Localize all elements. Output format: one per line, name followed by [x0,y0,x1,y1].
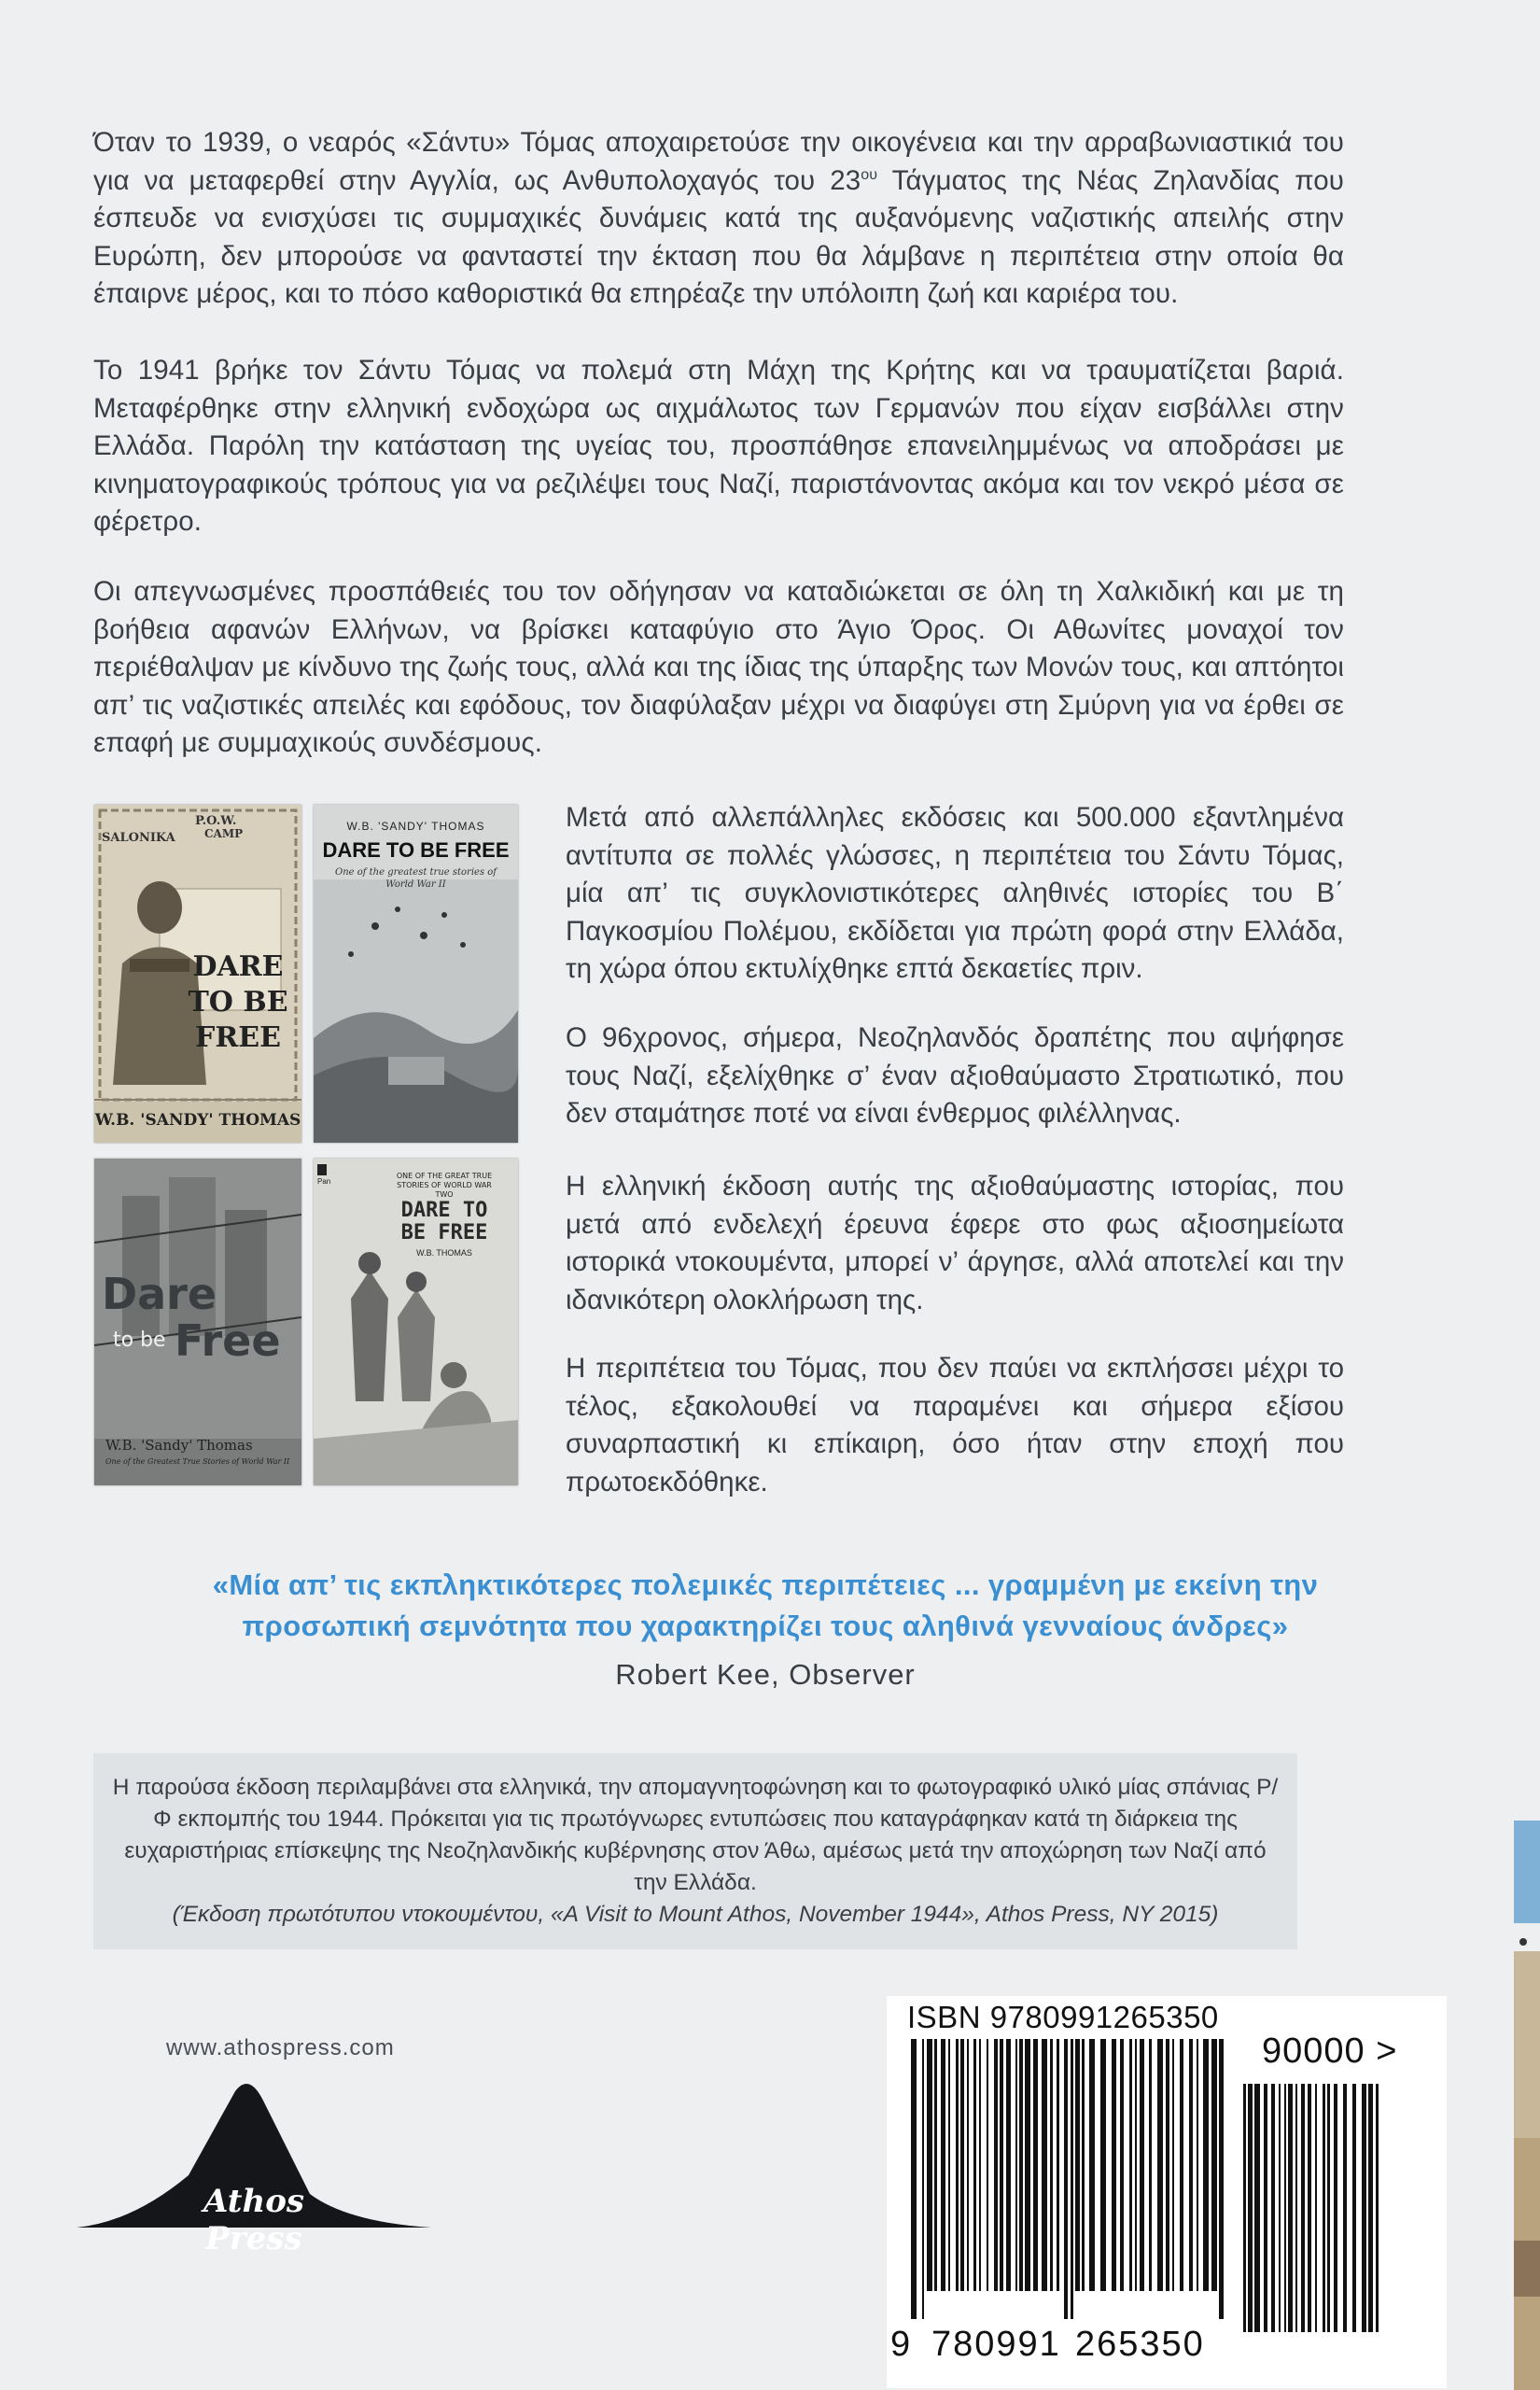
intro-paragraph-1: Όταν το 1939, ο νεαρός «Σάντυ» Τόμας αποχαιρετούσε την οικογένεια και την αρραβωνιαστικιά του για να μεταφερθεί στην Αγγλία, ως Ανθυπολοχαγός του $23^{o\upsilon}$ Τάγματος της Νέας Ζηλανδίας που έσπευδε να ενισχύσει τις συμμαχικές δυνάμεις κατά της αυξανόμενης ναζιστικής απειλής στην Ευρώπη, δεν μπορούσε να φανταστεί την έκταση που θα λάμβανε η περιπέτεια στην οποία θα έπαιρνε μέρος, και το πόσο καθοριστικά θα επηρέαζε την υπόλοιπη ζωή και καριέρα του. [93,127,1344,309]
barcode-bar [1172,2039,1174,2291]
barcode-bar [1189,2039,1193,2291]
cover-1-stamp-camp: CAMP [204,827,244,840]
cover-3-title-tobe: to be [113,1329,166,1352]
barcode-bar [1166,2039,1169,2291]
barcode-bar [1120,2039,1124,2291]
barcode-bar [1197,2039,1198,2291]
addon-barcode-bar [1254,2084,1260,2332]
addon-barcode-bar [1284,2084,1286,2332]
addon-barcode-bar [1288,2084,1293,2332]
addon-barcode-bar [1323,2084,1325,2332]
barcode-bar [1000,2039,1003,2291]
quote-line-2: προσωπική σεμνότητα που χαρακτηρίζει τους αληθινά γενναίους άνδρες» [242,1610,1289,1642]
cover-pan-edition [314,1159,518,1485]
barcode-bar [967,2039,969,2291]
cover-salonika-edition [94,805,301,1143]
barcode-bar [1135,2039,1137,2291]
barcode-bar [979,2039,981,2291]
cover-1-stamp-pow: P.O.W. [195,814,237,828]
barcode-bar [1180,2039,1183,2291]
addon-barcode-bar [1243,2084,1246,2332]
addon-barcode-bar [1343,2084,1347,2332]
main-barcode-bars [911,2039,1228,2319]
barcode-bar [1100,2039,1106,2291]
addon-barcode-bar [1271,2084,1275,2332]
quote-attribution: Robert Kee, Observer [615,1658,916,1691]
cover-4-title: DARE TO BE FREE [400,1199,488,1244]
athos-press-logo [77,2063,431,2257]
barcode-bar [1006,2039,1011,2291]
addon-barcode-bar [1334,2084,1337,2332]
barcode-bar [1112,2039,1116,2291]
barcode-bar [1075,2039,1080,2291]
barcode-bar [1057,2039,1059,2291]
cover-barbed-wire-edition [94,1159,301,1485]
barcode-digits-left: 780991 [931,2325,1061,2364]
addon-barcode-bar [1248,2084,1253,2332]
barcode-bar [1129,2039,1132,2291]
addon-barcode-bar [1362,2084,1366,2332]
logo-text: Athos Press [203,2183,305,2257]
barcode-bar [1015,2039,1017,2291]
barcode-bar [1140,2039,1144,2291]
addon-barcode-bar [1327,2084,1330,2332]
addon-barcode-bar [1279,2084,1281,2332]
edition-note-source: (Έκδοση πρωτότυπου ντοκουμέντου, «A Visit to Mount Athos, November 1944», Athos Press, NY 2015) [172,1902,1219,1927]
addon-barcode-bars [1243,2084,1383,2336]
barcode-bar [1019,2039,1023,2291]
barcode-bar [1089,2039,1095,2291]
isbn-barcode [887,1996,1447,2388]
addon-barcode-bar [1368,2084,1373,2332]
right-paragraph-1: Μετά από αλλεπάλληλες εκδόσεις και 500.000 εξαντλημένα αντίτυπα σε πολλές γλώσσες, η περιπέτεια του Σάντυ Τόμας, μία απ’ τις συγκλονιστικότερες αληθινές ιστορίες του Β΄ Παγκοσμίου Πολέμου, εκδίδεται για πρώτη φορά στην Ελλάδα, τη χώρα όπου εκτυλίχθηκε επτά δεκαετίες πριν. [566,802,1344,984]
cover-3-title-free: Free [175,1315,281,1366]
right-paragraph-2: Ο 96χρονος, σήμερα, Νεοζηλανδός δραπέτης που αψήφησε τους Ναζί, εξελίχθηκε σ’ έναν αξιοθαύμαστο Στρατιωτικό, που δεν σταμάτησε ποτέ να είναι ένθερμος φιλέλληνας. [566,1022,1344,1129]
barcode-bar [994,2039,998,2291]
cover-4-publisher: Pan [317,1177,331,1186]
edition-note-box [93,1753,1297,1949]
quote-line-1: «Μία απ’ τις εκπληκτικότερες πολεμικές περιπέτειες ... γραμμένη με εκείνη την [212,1568,1319,1601]
cover-1-author: W.B. 'SANDY' THOMAS [94,1111,301,1130]
cover-2-title: DARE TO BE FREE [322,838,510,862]
addon-barcode-bar [1301,2084,1305,2332]
cover-1-title: DARE TO BE FREE [188,950,288,1054]
cover-aerial-edition [314,805,518,1143]
intro-paragraph-3: Οι απεγνωσμένες προσπάθειές του τον οδήγησαν να καταδιώκεται σε όλη τη Χαλκιδική και με τη βοήθεια αφανών Ελλήνων, να βρίσκει καταφύγιο στο Άγιο Όρος. Οι Αθωνίτες μοναχοί τον περιέθαλψαν με κίνδυνο της ζωής τους, αλλά και της ίδιας της ύπαρξης των Μονών τους, και απτόητοι απ’ τις ναζιστικές απειλές και εφόδους, τον διαφύλαξαν μέχρι να διαφύγει στη Σμύρνη για να έρθει σε επαφή με συμμαχικούς συνδέσμους. [93,576,1344,758]
edge-photo-strip [1514,1821,1540,2390]
barcode-bar [941,2039,945,2291]
barcode-bar [1042,2039,1047,2291]
price-code: 90000 > [1262,2032,1398,2071]
cover-4-author: W.B. THOMAS [416,1248,472,1258]
barcode-bar [1203,2039,1209,2291]
addon-barcode-bar [1376,2084,1379,2332]
barcode-bar [1064,2039,1068,2319]
barcode-bar [1033,2039,1038,2291]
barcode-bar [922,2039,924,2319]
barcode-bar [1211,2039,1217,2291]
barcode-bar [1082,2039,1085,2291]
cover-3-author: W.B. 'Sandy' Thomas [105,1437,253,1454]
barcode-digits-right: 265350 [1075,2325,1205,2364]
right-paragraph-4: Η περιπέτεια του Τόμας, που δεν παύει να εκπλήσσει μέχρι το τέλος, εξακολουθεί να παραμένει και σήμερα εξίσου συναρπαστική κι επίκαιρη, όσο ήταν στην εποχή που πρωτοεκδόθηκε. [566,1353,1344,1497]
barcode-bar [1219,2039,1224,2319]
barcode-bar [911,2039,917,2319]
isbn-label: ISBN 9780991265350 [907,2000,1219,2034]
barcode-bar [1157,2039,1163,2291]
intro-paragraph-2: Το 1941 βρήκε τον Σάντυ Τόμας να πολεμά στη Μάχη της Κρήτης και να τραυματίζεται βαριά. Μεταφέρθηκε στην ελληνική ενδοχώρα ως αιχμάλωτος των Γερμανών που είχαν εισβάλλει στην Ελλάδα. Παρόλη την κατάσταση της υγείας του, προσπάθησε επανειλημμένως να αποδράσει με κινηματογραφικούς τρόπους για να ρεζιλέψει τους Ναζί, παριστάνοντας ακόμα και τον νεκρό μέσα σε φέρετρο. [93,355,1344,537]
cover-3-subtitle: One of the Greatest True Stories of World War II [105,1457,290,1466]
addon-barcode-bar [1264,2084,1267,2332]
barcode-bar [1149,2039,1152,2291]
barcode-bar [1050,2039,1053,2291]
cover-3-title-dare: Dare [102,1269,217,1319]
barcode-bar [973,2039,976,2291]
barcode-bar [956,2039,959,2291]
cover-2-author: W.B. 'SANDY' THOMAS [346,820,485,833]
addon-barcode-bar [1308,2084,1311,2332]
review-quote [75,1565,1456,1647]
edition-note-text: Η παρούσα έκδοση περιλαμβάνει στα ελληνικά, την απομαγνητοφώνηση και το φωτογραφικό υλικό μίας σπάνιας Ρ/Φ εκπομπής του 1944. Πρόκειται για τις πρωτόγνωρες εντυπώσεις που καταγράφηκαν κατά τη διάρκεια της ευχαριστήριας επίσκεψης της Νεοζηλανδικής κυβέρνησης στον Άθω, αμέσως μετά την αποχώρηση των Ναζί από την Ελλάδα. [112,1775,1279,1895]
barcode-bar [987,2039,988,2291]
barcode-bar [948,2039,950,2291]
barcode-bar [934,2039,937,2291]
cover-2-subtitle: One of the greatest true stories of World War II [335,867,497,890]
addon-barcode-bar [1315,2084,1317,2332]
barcode-bar [927,2039,932,2291]
cover-1-top-text: SALONIKA [102,831,175,845]
publisher-url[interactable]: www.athospress.com [166,2035,395,2060]
right-paragraph-3: Η ελληνική έκδοση αυτής της αξιοθαύμαστης ιστορίας, που μετά από ενδελεχή έρευνα έφερε στο φως αξιοσημείωτα ιστορικά ντοκουμέντα, μπορεί ν’ άργησε, αλλά αποτελεί και την ιδανικότερη ολοκλήρωση της. [566,1171,1344,1315]
barcode-first-digit: 9 [890,2325,913,2364]
pan-logo-icon [317,1164,327,1175]
cover-4-tagline: ONE OF THE GREAT TRUE STORIES OF WORLD WAR TWO [396,1172,493,1199]
addon-barcode-bar [1295,2084,1297,2332]
barcode-bar [1025,2039,1030,2291]
addon-barcode-bar [1352,2084,1356,2332]
barcode-bar [1071,2039,1073,2319]
edge-photo-artwork [1514,1821,1540,2390]
barcode-bar [960,2039,964,2291]
